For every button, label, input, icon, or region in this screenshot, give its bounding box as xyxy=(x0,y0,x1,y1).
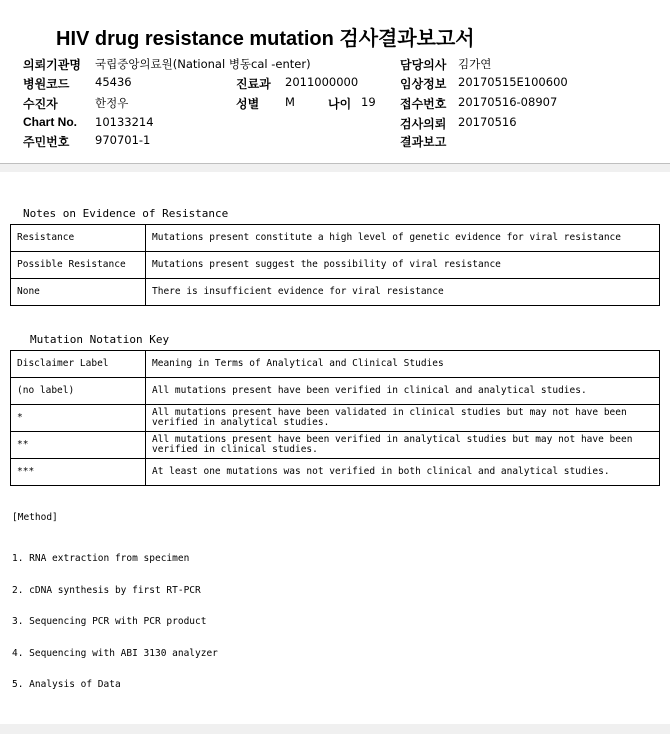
institution-label: 의뢰기관명 xyxy=(23,58,81,72)
list-item: 5. Analysis of Data xyxy=(12,679,121,690)
list-item: 4. Sequencing with ABI 3130 analyzer xyxy=(12,647,218,659)
method-list xyxy=(12,533,218,701)
notation-text: At least one mutations was not verified in both clinical and analytical studies. xyxy=(146,459,660,486)
attending-value: 김가연 xyxy=(458,57,492,71)
attending-label: 담당의사 xyxy=(400,58,447,72)
chart-no-value: 10133214 xyxy=(95,115,154,129)
department-label: 진료과 xyxy=(236,77,271,91)
notation-label: *** xyxy=(11,459,146,486)
rrn-value: 970701-1 xyxy=(95,133,151,147)
patient-value: 한정우 xyxy=(95,96,129,110)
notation-header-text: Meaning in Terms of Analytical and Clinical Studies xyxy=(146,351,660,378)
receipt-label: 접수번호 xyxy=(400,97,447,111)
method-title: [Method] xyxy=(12,512,58,523)
receipt-value: 20170516-08907 xyxy=(458,95,558,109)
list-item: 2. cDNA synthesis by first RT-PCR xyxy=(12,584,201,596)
patient-label: 수진자 xyxy=(23,97,58,111)
evidence-text: Mutations present suggest the possibility of viral resistance xyxy=(146,252,660,279)
clinical-info-value: 20170515E100600 xyxy=(458,75,568,89)
notation-header-label: Disclaimer Label xyxy=(11,351,146,378)
table-row xyxy=(11,405,660,432)
footer-band xyxy=(0,724,670,734)
notation-section-title: Mutation Notation Key xyxy=(30,333,170,346)
list-item: 1. RNA extraction from specimen xyxy=(12,553,190,564)
table-row xyxy=(11,279,660,306)
evidence-label: Resistance xyxy=(11,225,146,252)
hospital-code-label: 병원코드 xyxy=(23,77,70,91)
table-row xyxy=(11,252,660,279)
table-row xyxy=(11,432,660,459)
institution-value: 국립중앙의료원(National 병동cal ‐enter) xyxy=(95,57,311,71)
table-row xyxy=(11,459,660,486)
notation-label: ** xyxy=(11,432,146,459)
evidence-label: Possible Resistance xyxy=(11,252,146,279)
header-band xyxy=(0,164,670,172)
age-value: 19 xyxy=(361,95,376,109)
result-label: 결과보고 xyxy=(400,135,447,149)
age-label: 나이 xyxy=(328,97,352,111)
table-row xyxy=(11,351,660,378)
notation-text: All mutations present have been validated in clinical studies but may not have been verified in analytical studies. xyxy=(146,405,660,432)
request-label: 검사의뢰 xyxy=(400,117,447,131)
table-row xyxy=(11,378,660,405)
evidence-table xyxy=(10,224,660,306)
list-item: 3. Sequencing PCR with PCR product xyxy=(12,616,207,627)
notation-text: All mutations present have been verified in clinical and analytical studies. xyxy=(146,378,660,405)
request-value: 20170516 xyxy=(458,115,517,129)
evidence-text: There is insufficient evidence for viral resistance xyxy=(146,279,660,306)
rrn-label: 주민번호 xyxy=(23,135,70,149)
notation-table xyxy=(10,350,660,486)
department-value: 2011000000 xyxy=(285,75,359,89)
notation-label: * xyxy=(11,405,146,432)
table-row xyxy=(11,225,660,252)
report-title: HIV drug resistance mutation 검사결과보고서 xyxy=(56,28,475,50)
chart-no-label: Chart No. xyxy=(23,115,77,129)
clinical-info-label: 임상정보 xyxy=(400,77,447,91)
evidence-section-title: Notes on Evidence of Resistance xyxy=(23,207,229,220)
sex-label: 성별 xyxy=(236,97,260,111)
notation-label: (no label) xyxy=(11,378,146,405)
hospital-code-value: 45436 xyxy=(95,75,132,89)
notation-text: All mutations present have been verified in analytical studies but may not have been verified in clinical studies. xyxy=(146,432,660,459)
sex-value: M xyxy=(285,95,295,109)
evidence-label: None xyxy=(11,279,146,306)
evidence-text: Mutations present constitute a high level of genetic evidence for viral resistance xyxy=(146,225,660,252)
